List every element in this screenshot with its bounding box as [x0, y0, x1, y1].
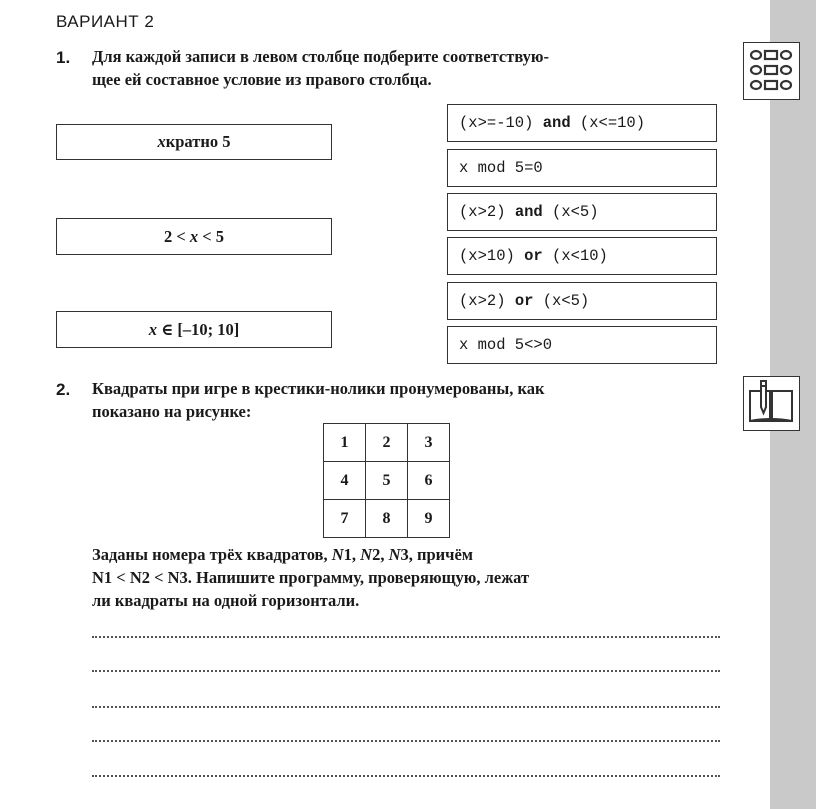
grid-cell: 1: [324, 424, 366, 462]
desc-part: 2,: [372, 545, 389, 564]
grid-cell: 7: [324, 500, 366, 538]
left-item-2-pre: 2 <: [163, 226, 190, 246]
grid-row: [324, 424, 450, 462]
grid-cell: 8: [366, 500, 408, 538]
grid-row: [324, 500, 450, 538]
right-item-1-a: (x>=-10): [459, 114, 543, 132]
left-item-3[interactable]: [56, 311, 332, 348]
grid-cell: 5: [366, 462, 408, 500]
matching-icon: [743, 42, 800, 100]
right-item-2-a: x mod 5=0: [459, 159, 543, 177]
left-item-1-var: x: [157, 132, 166, 151]
right-item-4-op: or: [524, 247, 543, 265]
task2-text: [92, 377, 720, 423]
task2-desc-line2: N1 < N2 < N3. Напишите программу, проверяющую, лежат: [92, 568, 530, 587]
right-item-6[interactable]: [447, 326, 717, 364]
right-item-1-b: (x<=10): [570, 114, 646, 132]
grid-row: [324, 462, 450, 500]
task1-text: [92, 45, 720, 91]
right-item-6-a: x mod 5<>0: [459, 336, 553, 354]
answer-line[interactable]: [92, 670, 720, 672]
task2-number: 2.: [56, 380, 71, 399]
task2-text-line1: Квадраты при игре в крестики-нолики пронумерованы, как: [92, 379, 545, 398]
task2-description: [92, 543, 720, 612]
answer-line[interactable]: [92, 775, 720, 777]
left-item-2[interactable]: [56, 218, 332, 255]
task1-number: 1.: [56, 48, 71, 67]
right-item-2[interactable]: [447, 149, 717, 187]
tictactoe-grid: [323, 423, 450, 538]
grid-cell: 3: [408, 424, 450, 462]
desc-var: N: [331, 545, 344, 564]
task2-text-line2: показано на рисунке:: [92, 402, 252, 421]
desc-var: N: [388, 545, 401, 564]
left-item-1-text: кратно 5: [165, 132, 231, 151]
right-item-3-b: (x<5): [542, 203, 599, 221]
grid-cell: 6: [408, 462, 450, 500]
right-item-5-b: (x<5): [533, 292, 590, 310]
right-item-5-a: (x>2): [459, 292, 515, 310]
left-item-2-var: x: [189, 226, 199, 246]
variant-title: ВАРИАНТ 2: [56, 12, 155, 31]
left-item-3-text: ∈ [–10; 10]: [156, 319, 240, 339]
desc-var: N: [360, 545, 373, 564]
grid-cell: 9: [408, 500, 450, 538]
right-item-3-a: (x>2): [459, 203, 515, 221]
task2-desc-line1: [92, 543, 720, 566]
answer-line[interactable]: [92, 740, 720, 742]
grid-cell: 2: [366, 424, 408, 462]
left-item-2-text: < 5: [198, 226, 225, 246]
right-item-5-op: or: [514, 292, 534, 310]
right-item-4-a: (x>10): [459, 247, 525, 265]
desc-part: 3, причём: [400, 545, 474, 564]
right-item-5[interactable]: [447, 282, 717, 320]
left-item-3-var: x: [148, 319, 157, 339]
answer-line[interactable]: [92, 706, 720, 708]
right-item-4-b: (x<10): [542, 247, 608, 265]
task1-text-line1: Для каждой записи в левом столбце подберите соответствую-: [92, 47, 550, 66]
task1-text-line2: щее ей составное условие из правого столбца.: [92, 70, 432, 89]
right-item-1-op: and: [542, 114, 571, 132]
desc-part: Заданы номера трёх квадратов,: [92, 545, 332, 564]
right-item-4[interactable]: [447, 237, 717, 275]
right-item-3[interactable]: [447, 193, 717, 231]
desc-part: 1,: [343, 545, 361, 564]
right-item-3-op: and: [514, 203, 543, 221]
task2-desc-line3: ли квадраты на одной горизонтали.: [92, 591, 360, 610]
left-item-1[interactable]: [56, 124, 332, 160]
answer-line[interactable]: [92, 636, 720, 638]
right-item-1[interactable]: [447, 104, 717, 142]
grid-cell: 4: [324, 462, 366, 500]
notebook-pencil-icon: [743, 376, 800, 431]
